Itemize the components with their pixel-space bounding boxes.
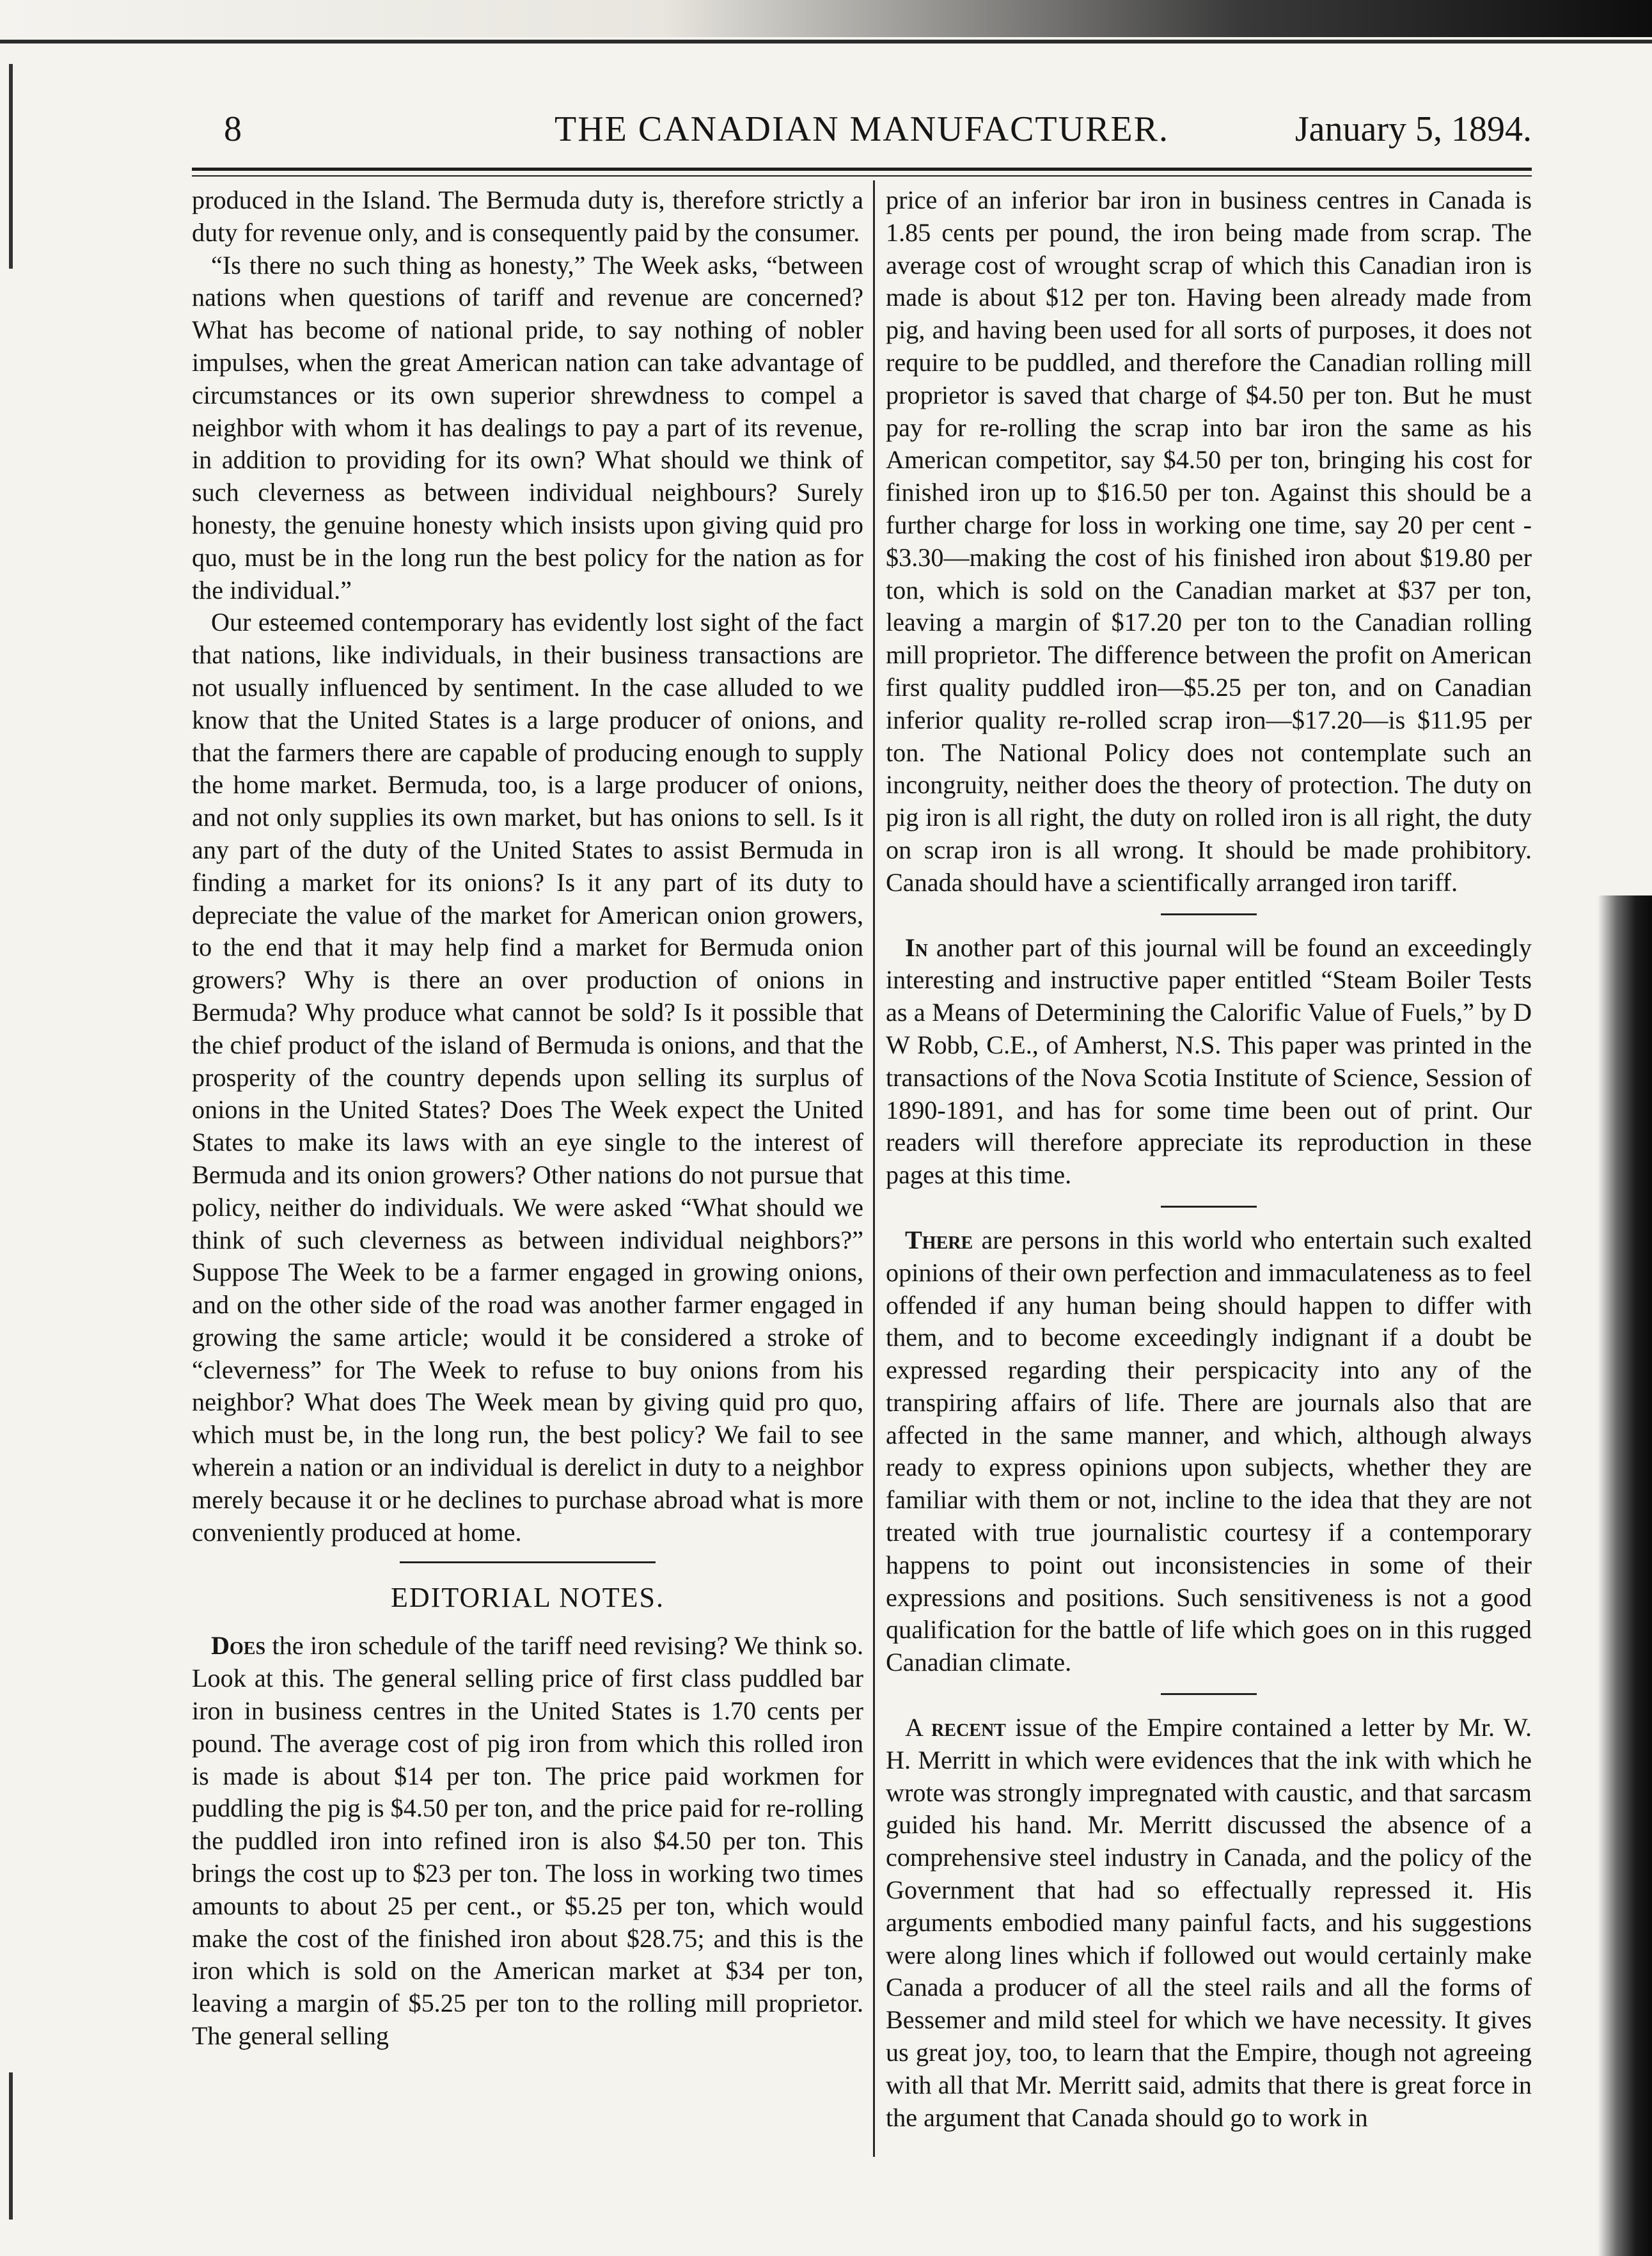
paragraph: “Is there no such thing as honesty,” The Week asks, “between nations when questions of tariff and revenue are concerned? What has become of national pride, to say nothing of nobler impulses, when the great American nation can take advantage of circumstances or its own superior shrewdness to compel a neighbor with whom it has dealings to pay a part of its revenue, in addition to providing for its own? What should we think of such cleverness as between individual neighbours? Surely honesty, the genuine honesty which insists upon giving quid pro quo, must be in the long run the best policy for the nation as for the individual.” bbox=[192, 250, 863, 604]
lead-word: recent bbox=[931, 1713, 1006, 1742]
scan-left-mark bbox=[9, 2072, 13, 2220]
issue-date: January 5, 1894. bbox=[1294, 109, 1532, 149]
paragraph-text: issue of the Empire contained a letter by Mr. W. H. Merritt in which were evidences that the ink with which he wrote was strongly impregnated with caustic, and that sarcasm guided his hand. Mr. Merritt discussed the absence of a comprehensive steel industry in Canada, and the policy of the Government that had so effectually repressed it. His arguments embodied many painful facts, and his suggestions were along lines which if followed out would certainly make Canada a producer of all the steel rails and all the forms of Bessemer and mild steel for which we have necessity. It gives us great joy, too, to learn that the Empire, though not agreeing with all that Mr. Merritt said, admits that there is great force in the argument that Canada should go to work in bbox=[886, 1713, 1532, 2132]
lead-article: A bbox=[905, 1713, 922, 1742]
paragraph: produced in the Island. The Bermuda duty is, therefore strictly a duty for revenue only, and is consequently paid by the consumer. bbox=[192, 185, 863, 247]
left-column bbox=[192, 184, 863, 2053]
header-rule-thin bbox=[192, 175, 1532, 177]
right-column bbox=[886, 184, 1532, 2134]
page-header bbox=[192, 109, 1532, 160]
scan-top-line bbox=[0, 40, 1652, 43]
paragraph-text: are persons in this world who entertain such exalted opinions of their own perfection and immaculateness as to feel offended if any human being should happen to differ with them, and to become exceedingly indignant if a doubt be expressed regarding their perspicacity into any of the transpiring affairs of life. There are journals also that are affected in the same manner, and which, although always ready to express opinions upon subjects, whether they are familiar with them or not, incline to the idea that they are not treated with true journalistic courtesy if a contemporary happens to point out inconsistencies in some of their expressions and positions. Such sensitiveness is not a good qualification for the battle of life which goes on in this rugged Canadian climate. bbox=[886, 1225, 1532, 1677]
scan-right-edge bbox=[1598, 895, 1652, 2256]
paragraph bbox=[886, 1224, 1532, 1679]
paragraph bbox=[192, 1630, 863, 2052]
column-divider bbox=[873, 180, 875, 2157]
paragraph: price of an inferior bar iron in business centres in Canada is 1.85 cents per pound, the iron being made from scrap. The average cost of wrought scrap of which this Canadian iron is made is about $12 per ton. Having been already made from pig, and having been used for all sorts of purposes, it does not require to be puddled, and therefore the Canadian rolling mill proprietor is saved that charge of $4.50 per ton. But he must pay for re-rolling the scrap into bar iron the same as his American competitor, say $4.50 per ton, bringing his cost for finished iron up to $16.50 per ton. Against this should be a further charge for loss in working one time, say 20 per cent - $3.30—making the cost of his finished iron about $19.80 per ton, which is sold on the Canadian market at $37 per ton, leaving a margin of $17.20 per ton to the Canadian rolling mill proprietor. The difference between the profit on American first quality puddled iron—$5.25 per ton, and on Canadian inferior quality re-rolled scrap iron—$17.20—is $11.95 per ton. The National Policy does not contemplate such an incongruity, neither does the theory of protection. The duty on pig iron is all right, the duty on rolled iron is all right, the duty on scrap iron is all wrong. It should be made prohibitory. Canada should have a scientifically arranged iron tariff. bbox=[886, 185, 1532, 897]
page-number: 8 bbox=[224, 109, 242, 149]
paragraph-text: another part of this journal will be found an exceedingly interesting and instructive paper entitled “Steam Boiler Tests as a Means of Determining the Calorific Value of Fuels,” by D W Robb, C.E., of Amherst, N.S. This paper was printed in the transactions of the Nova Scotia Institute of Science, Session of 1890-1891, and has for some time been out of print. Our readers will therefore appreciate its reproduction in these pages at this time. bbox=[886, 933, 1532, 1190]
paragraph-text: the iron schedule of the tariff need revising? We think so. Look at this. The general selling price of first class puddled bar iron in business centres in the United States is 1.70 cents per pound. The average cost of pig iron from which this rolled iron is made is about $14 per ton. The price paid workmen for puddling the pig is $4.50 per ton, and the price paid for re-rolling the puddled iron into refined iron is also $4.50 per ton. This brings the cost up to $23 per ton. The loss in working two times amounts to about 25 per cent., or $5.25 per ton, which would make the cost of the finished iron about $28.75; and this is the iron which is sold on the American market at $34 per ton, leaving a margin of $5.25 per ton to the rolling mill proprietor. The general selling bbox=[192, 1631, 863, 2051]
scan-left-mark bbox=[9, 64, 13, 269]
header-rule bbox=[192, 168, 1532, 171]
paragraph: Our esteemed contemporary has evidently lost sight of the fact that nations, like individuals, in their business transactions are not usually influenced by sentiment. In the case alluded to we know that the United States is a large producer of onions, and that the farmers there are capable of producing enough to supply the home market. Bermuda, too, is a large producer of onions, and not only supplies its own market, but has onions to sell. Is it any part of the duty of the United States to assist Bermuda in finding a market for its onions? Is it any part of its duty to depreciate the value of the market for American onion growers, to the end that it may help find a market for Bermuda onion growers? Why is there an over production of onions in Bermuda? Why produce what cannot be sold? Is it possible that the chief product of the island of Bermuda is onions, and that the prosperity of the country depends upon selling its surplus of onions in the United States? Does The Week expect the United States to make its laws with an eye single to the interest of Bermuda and its onion growers? Other nations do not pursue that policy, neither do individuals. We were asked “What should we think of such cleverness as between individual neighbors?” Suppose The Week to be a farmer engaged in growing onions, and on the other side of the road was another farmer engaged in growing the same article; would it be considered a stroke of “cleverness” for The Week to refuse to buy onions from his neighbor? What does The Week mean by giving quid pro quo, which must be, in the long run, the best policy? We fail to see wherein a nation or an individual is derelict in duty to a neighbor merely because it or he declines to purchase abroad what is more conveniently produced at home. bbox=[192, 608, 863, 1547]
paragraph bbox=[886, 1712, 1532, 2134]
lead-word: There bbox=[905, 1225, 973, 1254]
paragraph bbox=[886, 932, 1532, 1192]
section-divider bbox=[1161, 1206, 1257, 1208]
page-title: THE CANADIAN MANUFACTURER. bbox=[555, 109, 1169, 149]
lead-word: Does bbox=[211, 1631, 266, 1660]
scan-top-edge bbox=[0, 0, 1652, 37]
lead-word: In bbox=[905, 933, 928, 962]
section-divider bbox=[400, 1561, 656, 1563]
section-divider bbox=[1161, 913, 1257, 915]
section-heading: EDITORIAL NOTES. bbox=[391, 1582, 665, 1614]
section-divider bbox=[1161, 1693, 1257, 1695]
